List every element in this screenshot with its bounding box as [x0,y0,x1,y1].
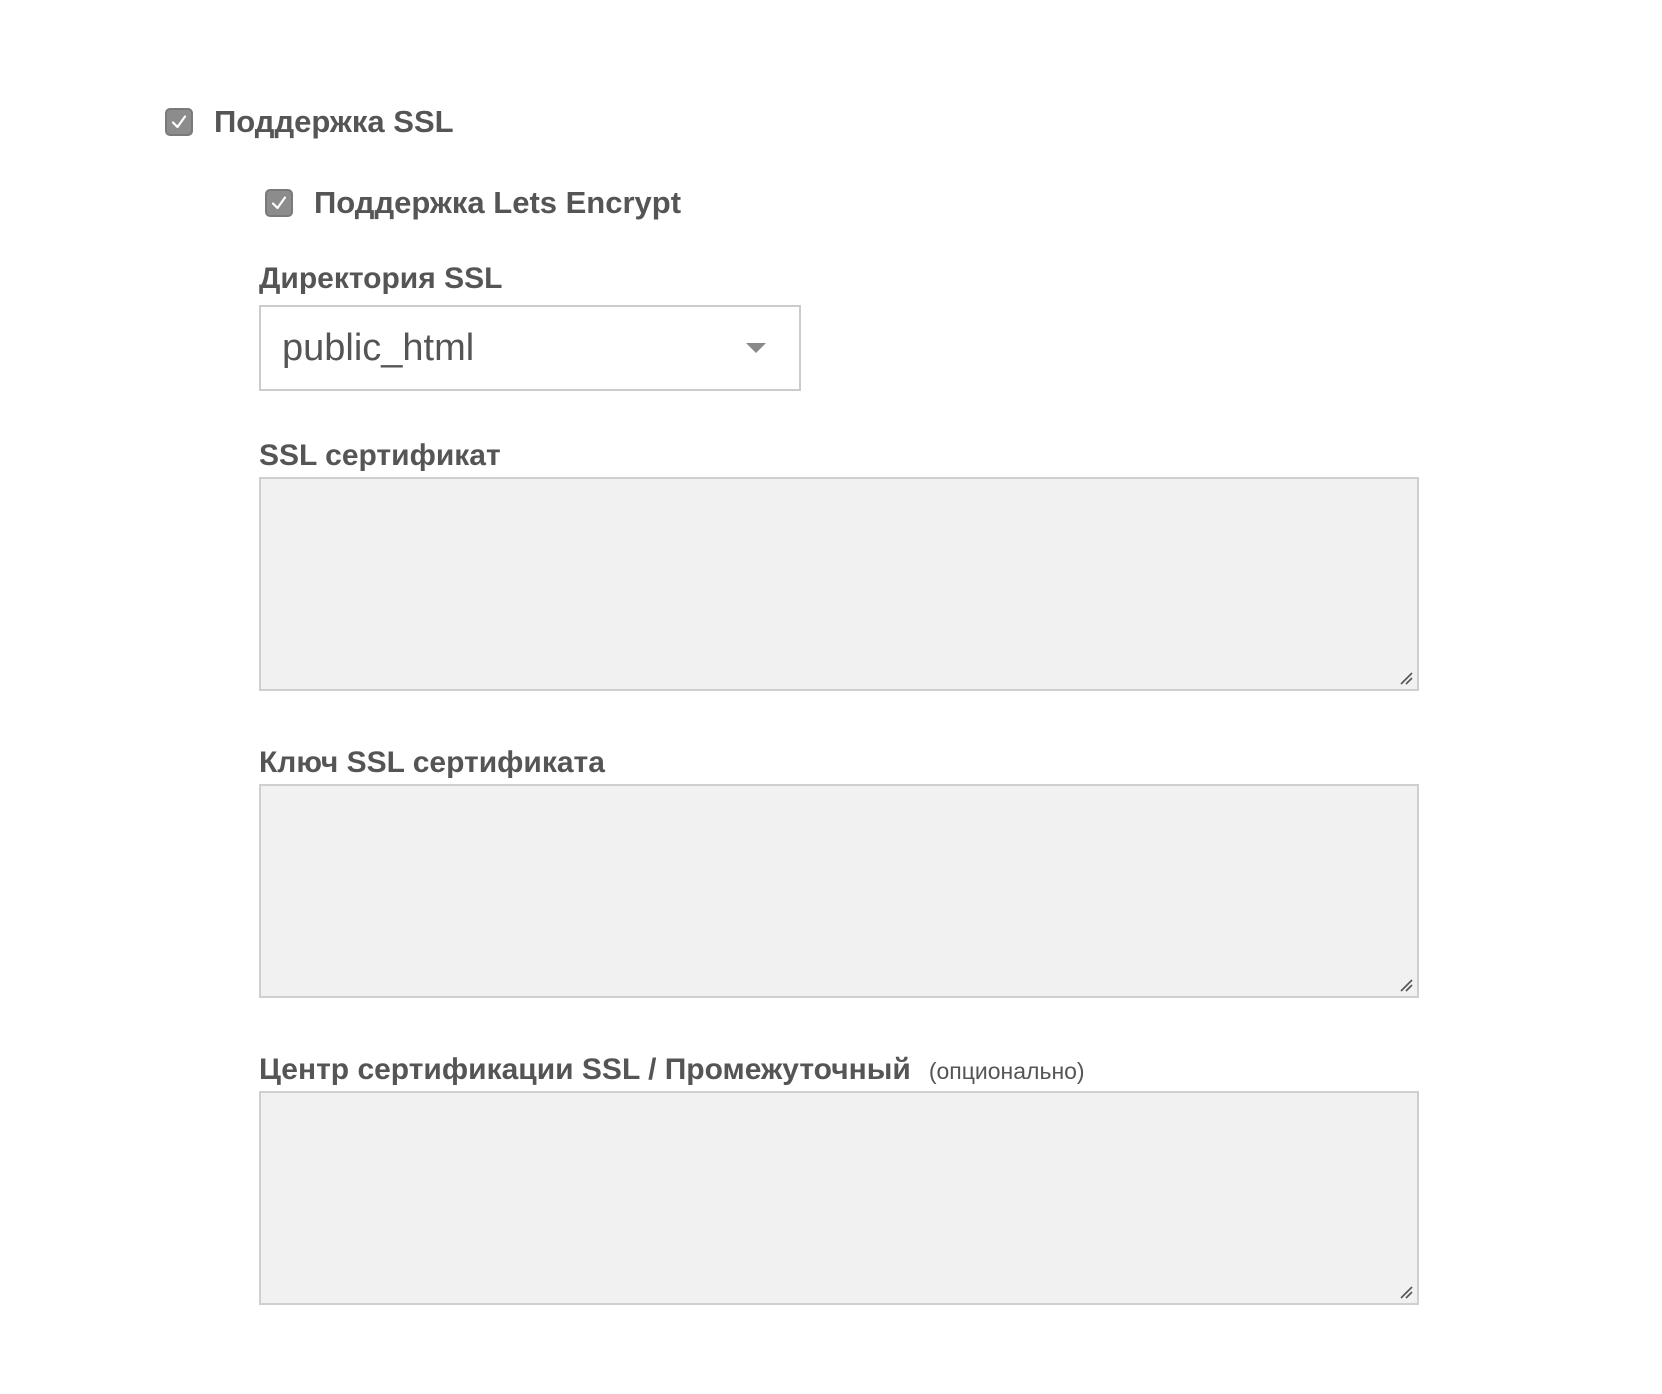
ssl-support-row [165,104,454,140]
letsencrypt-support-label[interactable]: Поддержка Lets Encrypt [314,185,682,220]
ssl-support-label[interactable]: Поддержка SSL [214,104,454,139]
ssl-directory-value: public_html [282,326,475,369]
caret-down-icon [746,343,766,353]
checkmark-icon [270,194,288,212]
ssl-key-label: Ключ SSL сертификата [259,746,605,779]
ssl-key-textarea[interactable] [259,784,1419,998]
ssl-ca-label [259,1053,1085,1087]
resize-handle-icon[interactable] [1399,671,1413,685]
ssl-ca-textarea[interactable] [259,1091,1419,1305]
ssl-directory-select[interactable] [259,305,801,391]
checkmark-icon [170,113,188,131]
ssl-directory-label: Директория SSL [259,262,503,295]
ssl-ca-optional-note: (опционально) [928,1058,1085,1084]
ssl-certificate-label: SSL сертификат [259,439,501,472]
letsencrypt-support-row [265,185,681,221]
resize-handle-icon[interactable] [1399,1285,1413,1299]
ssl-support-checkbox[interactable] [165,108,193,136]
ssl-ca-label-text: Центр сертификации SSL / Промежуточный [259,1053,911,1086]
resize-handle-icon[interactable] [1399,978,1413,992]
letsencrypt-support-checkbox[interactable] [265,189,293,217]
ssl-certificate-textarea[interactable] [259,477,1419,691]
